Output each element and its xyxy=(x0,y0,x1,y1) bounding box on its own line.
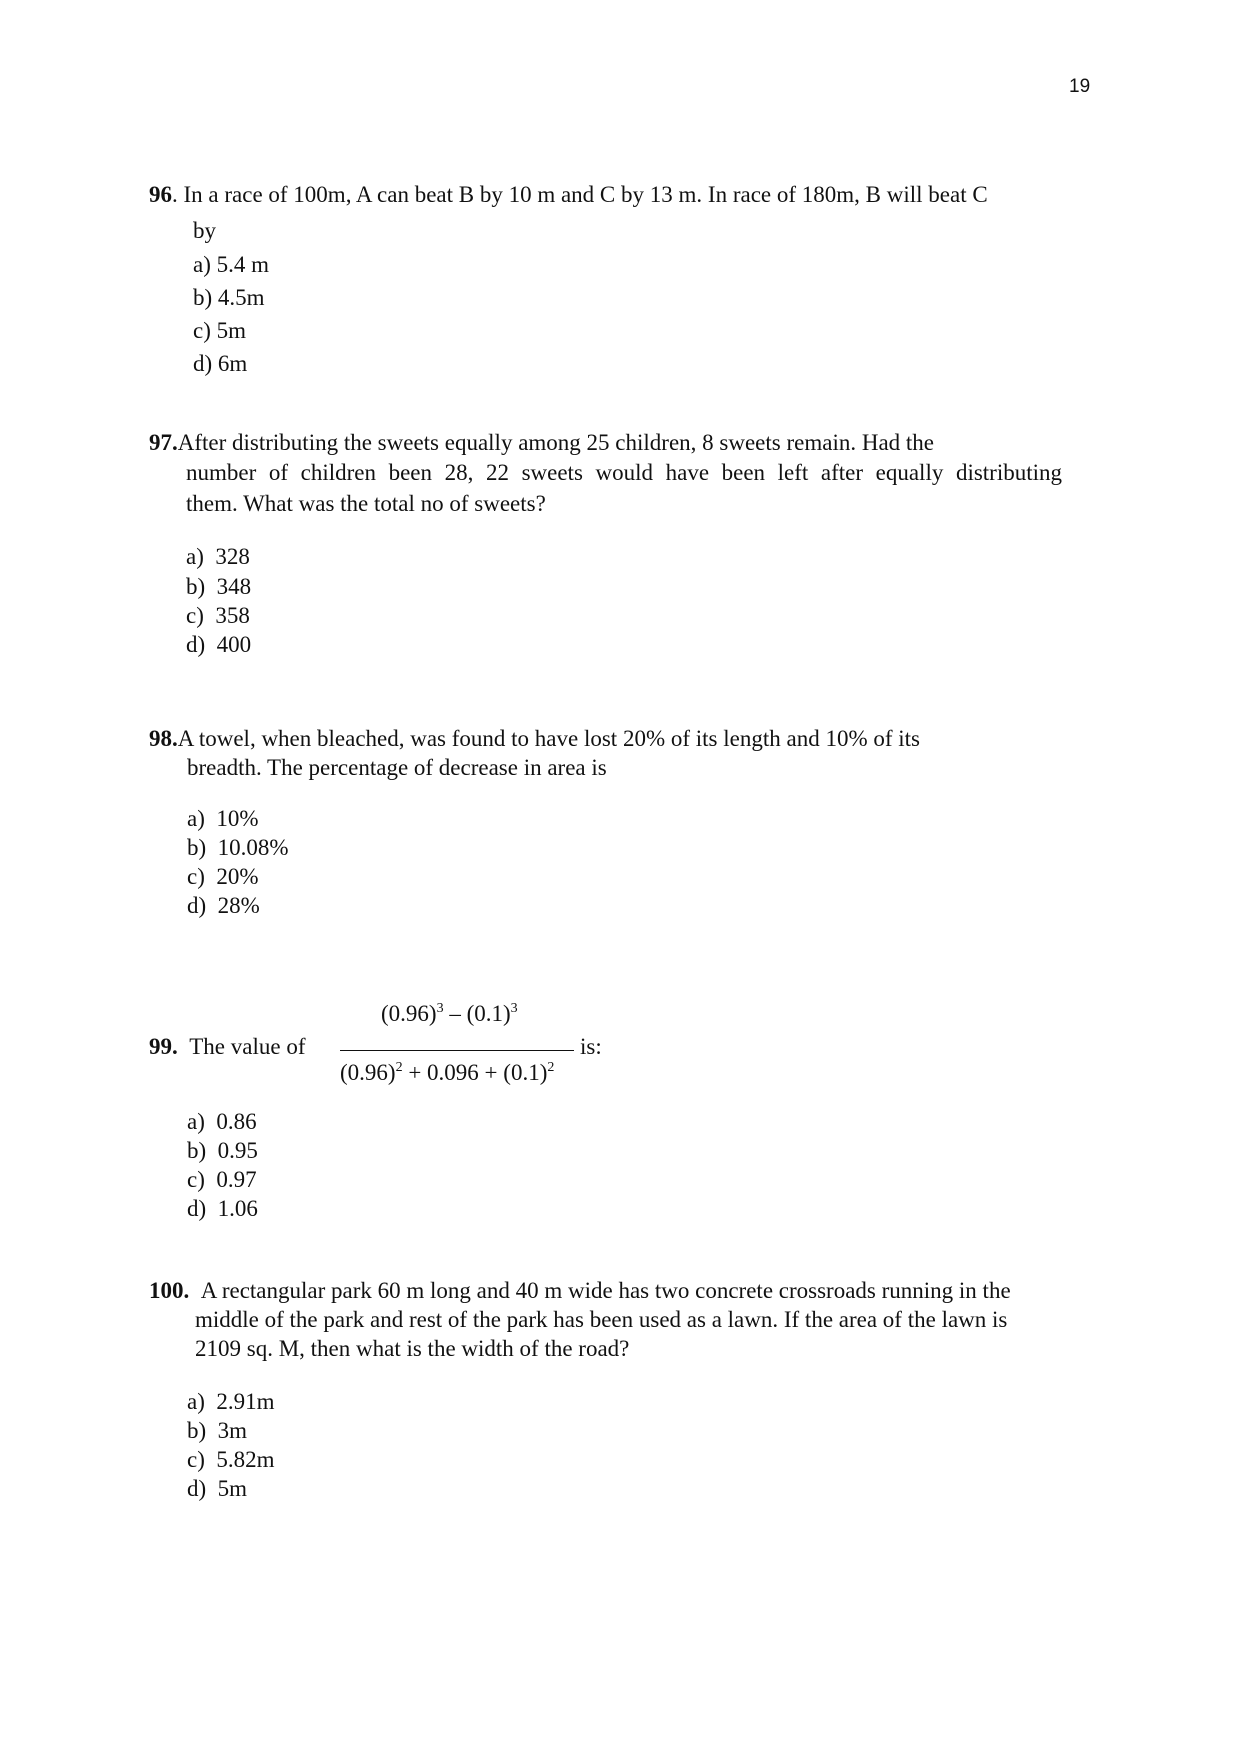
numerator-exponent-b: 3 xyxy=(510,1001,518,1016)
question-text-line-2: by xyxy=(193,218,216,243)
option-letter: c) xyxy=(193,318,211,343)
option-b xyxy=(187,1138,258,1164)
question-text-line-1 xyxy=(149,1277,1011,1305)
option-value: 5.82m xyxy=(216,1447,275,1472)
option-letter: a) xyxy=(187,1109,205,1134)
question-text: The value of xyxy=(189,1034,306,1059)
question-number: 100. xyxy=(149,1278,190,1303)
numerator-term-a: (0.96) xyxy=(381,1001,437,1026)
option-c xyxy=(193,318,246,344)
option-b xyxy=(187,835,289,861)
option-value: 0.95 xyxy=(217,1138,258,1163)
option-a xyxy=(187,806,259,832)
option-d xyxy=(187,893,260,919)
option-value: 5.4 m xyxy=(216,252,270,277)
question-number: 98. xyxy=(149,726,178,751)
option-letter: d) xyxy=(186,632,206,657)
option-value: 400 xyxy=(216,632,252,657)
option-b xyxy=(193,285,265,311)
page-number: 19 xyxy=(1069,76,1091,97)
option-a xyxy=(187,1389,275,1415)
option-letter: c) xyxy=(186,603,204,628)
option-value: 358 xyxy=(215,603,250,628)
option-letter: b) xyxy=(187,1418,207,1443)
option-value: 0.86 xyxy=(216,1109,257,1134)
option-value: 4.5m xyxy=(217,285,265,310)
option-letter: a) xyxy=(186,544,204,569)
option-value: 10.08% xyxy=(217,835,289,860)
option-letter: a) xyxy=(187,1389,205,1414)
option-d xyxy=(187,1196,258,1222)
option-d xyxy=(193,351,247,377)
option-value: 1.06 xyxy=(217,1196,258,1221)
option-value: 2.91m xyxy=(216,1389,275,1414)
option-letter: c) xyxy=(187,1447,205,1472)
option-a xyxy=(187,1109,257,1135)
question-text-line-3: 2109 sq. M, then what is the width of the road? xyxy=(195,1336,630,1361)
question-text-line-3: them. What was the total no of sweets? xyxy=(186,491,546,516)
option-value: 3m xyxy=(217,1418,248,1443)
option-letter: b) xyxy=(186,574,206,599)
option-letter: c) xyxy=(187,864,205,889)
question-text: After distributing the sweets equally among 25 children, 8 sweets remain. Had the xyxy=(177,430,934,455)
option-b xyxy=(187,1418,247,1444)
numerator-operator: – xyxy=(443,1001,467,1026)
option-c xyxy=(187,1447,275,1473)
option-letter: a) xyxy=(193,252,211,277)
option-c xyxy=(186,603,250,629)
question-suffix: is: xyxy=(580,1034,602,1059)
option-d xyxy=(186,632,251,658)
option-letter: a) xyxy=(187,806,205,831)
option-letter: b) xyxy=(187,1138,207,1163)
question-number: 96 xyxy=(149,182,172,207)
fraction-denominator xyxy=(340,1060,554,1086)
question-text-line-2: number of children been 28, 22 sweets would have been left after equally distributing xyxy=(186,460,1062,485)
option-letter: b) xyxy=(187,835,207,860)
option-letter: d) xyxy=(187,1196,207,1221)
option-value: 328 xyxy=(215,544,250,569)
denominator-term-b: (0.1) xyxy=(503,1060,548,1085)
denominator-middle: + 0.096 + xyxy=(402,1060,504,1085)
question-text: A towel, when bleached, was found to have lost 20% of its length and 10% of its xyxy=(177,726,920,751)
fraction-bar xyxy=(340,1050,574,1051)
question-text-line-1 xyxy=(149,1033,305,1061)
option-value: 0.97 xyxy=(216,1167,257,1192)
numerator-exponent-a: 3 xyxy=(436,1001,444,1016)
option-letter: d) xyxy=(187,1476,207,1501)
question-number: 97. xyxy=(149,430,178,455)
question-text-line-1 xyxy=(149,429,934,457)
question-text-line-2: middle of the park and rest of the park has been used as a lawn. If the area of the lawn is xyxy=(195,1307,1008,1332)
option-d xyxy=(187,1476,247,1502)
option-a xyxy=(186,544,250,570)
denominator-exponent-b: 2 xyxy=(547,1060,555,1075)
option-b xyxy=(186,574,251,600)
fraction-numerator xyxy=(381,1001,518,1027)
question-text xyxy=(149,181,1079,209)
question-text-line-1: In a race of 100m, A can beat B by 10 m and C by 13 m. In race of 180m, B will beat C xyxy=(177,182,988,207)
denominator-exponent-a: 2 xyxy=(395,1060,403,1075)
option-value: 20% xyxy=(216,864,259,889)
option-value: 348 xyxy=(216,574,252,599)
option-value: 6m xyxy=(217,351,248,376)
option-letter: d) xyxy=(187,893,207,918)
denominator-term-a: (0.96) xyxy=(340,1060,396,1085)
option-value: 10% xyxy=(216,806,259,831)
option-letter: b) xyxy=(193,285,213,310)
question-text: A rectangular park 60 m long and 40 m wide has two concrete crossroads running in the xyxy=(200,1278,1011,1303)
question-text-line-2: breadth. The percentage of decrease in area is xyxy=(187,755,607,780)
option-c xyxy=(187,864,259,890)
question-number-separator: . xyxy=(172,182,178,207)
option-letter: d) xyxy=(193,351,213,376)
option-a xyxy=(193,252,269,278)
question-number: 99. xyxy=(149,1034,178,1059)
option-c xyxy=(187,1167,257,1193)
option-value: 28% xyxy=(217,893,260,918)
option-value: 5m xyxy=(217,1476,248,1501)
option-letter: c) xyxy=(187,1167,205,1192)
question-text-line-1 xyxy=(149,725,920,753)
option-value: 5m xyxy=(216,318,247,343)
numerator-term-b: (0.1) xyxy=(466,1001,511,1026)
